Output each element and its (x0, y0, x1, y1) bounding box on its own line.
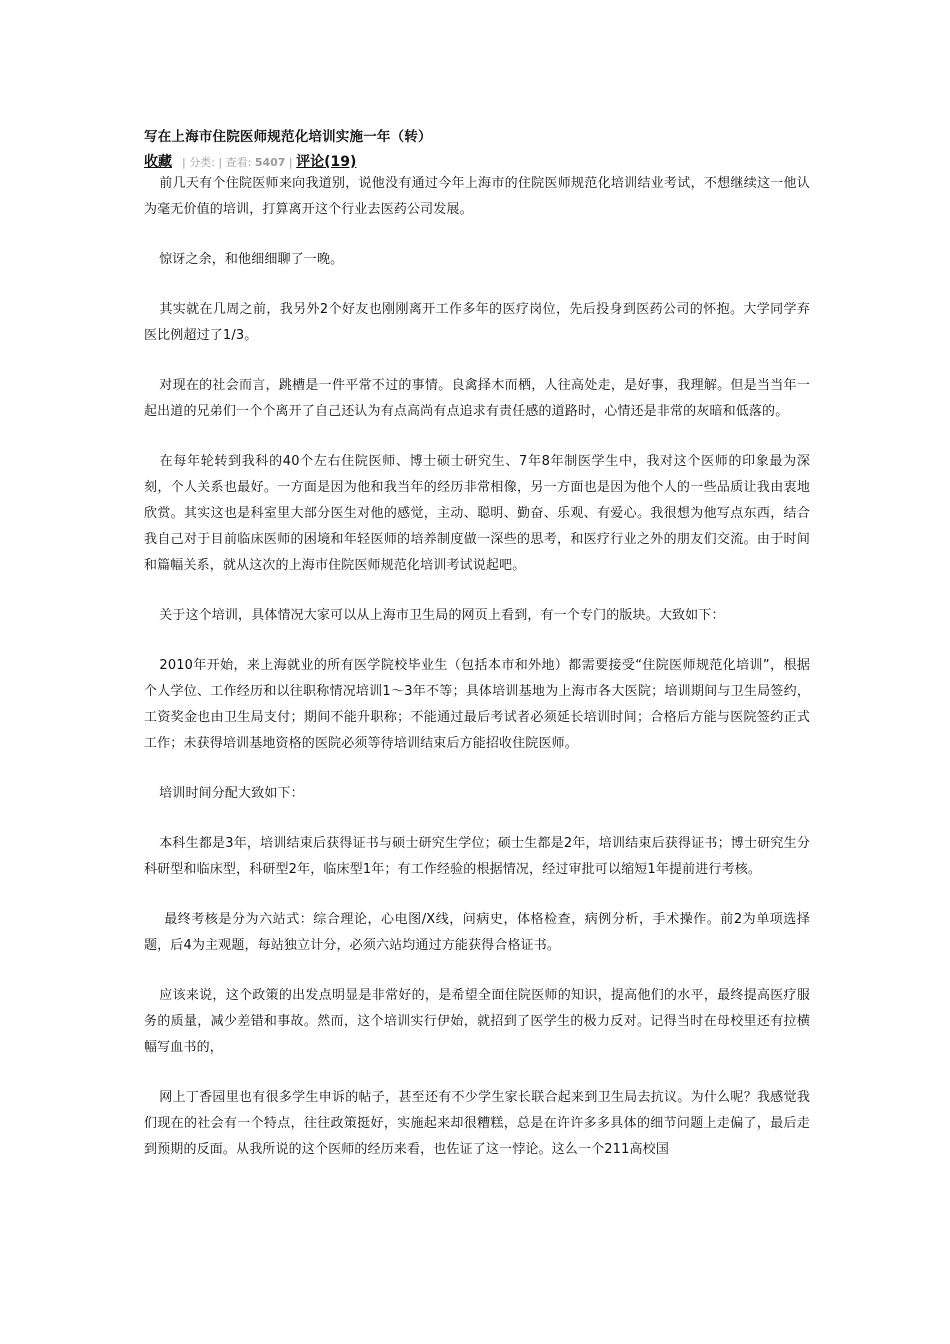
paragraph: 培训时间分配大致如下： (146, 786, 304, 801)
category-views-label: | 分类: | 查看: (182, 156, 255, 169)
paragraph: 本科生都是3年，培训结束后获得证书与硕士研究生学位；硕士生都是2年，培训结束后获得证书；博士研究生分科研型和临床型，科研型2年，临床型1年；有工作经验的根据情况，经过审批可以缩短1年提前进行考核。 (144, 836, 810, 877)
article-meta (144, 151, 810, 171)
paragraph: 2010年开始，来上海就业的所有医学院校毕业生（包括本市和外地）都需要接受“住院医师规范化培训”，根据个人学位、工作经历和以往职称情况培训1～3年不等；具体培训基地为上海市各大医院；培训期间与卫生局签约，工资奖金也由卫生局支付；期间不能升职称；不能通过最后考试者必须延长培训时间；合格后方能与医院签约正式工作；未获得培训基地资格的医院必须等待培训结束后方能招收住院医师。 (144, 658, 810, 751)
article-container (144, 127, 810, 1187)
article-body (144, 171, 810, 1163)
favorite-link[interactable]: 收藏 (144, 154, 172, 170)
paragraph: 网上丁香园里也有很多学生申诉的帖子，甚至还有不少学生家长联合起来到卫生局去抗议。为什么呢？我感觉我们现在的社会有一个特点，往往政策挺好，实施起来却很糟糕，总是在许许多多具体的细节问题上走偏了，最后走到预期的反面。从我所说的这个医师的经历来看，也佐证了这一悖论。这么一个211高校国 (144, 1090, 810, 1157)
article-title: 写在上海市住院医师规范化培训实施一年（转） (144, 129, 432, 145)
meta-separator: | (285, 156, 297, 169)
paragraph: 应该来说，这个政策的出发点明显是非常好的，是希望全面住院医师的知识，提高他们的水平，最终提高医疗服务的质量，减少差错和事故。然而，这个培训实行伊始，就招到了医学生的极力反对。记得当时在母校里还有拉横幅写血书的， (144, 988, 810, 1055)
meta-info (182, 156, 296, 169)
paragraph: 最终考核是分为六站式：综合理论，心电图/X线，问病史，体格检查，病例分析，手术操作。前2为单项选择题，后4为主观题，每站独立计分，必须六站均通过方能获得合格证书。 (144, 912, 810, 953)
paragraph: 对现在的社会而言，跳槽是一件平常不过的事情。良禽择木而栖，人往高处走，是好事，我理解。但是当当年一起出道的兄弟们一个个离开了自己还认为有点高尚有点追求有责任感的道路时，心情还是非常的灰暗和低落的。 (144, 378, 810, 419)
paragraph: 其实就在几周之前，我另外2个好友也刚刚离开工作多年的医疗岗位，先后投身到医药公司的怀抱。大学同学弃医比例超过了1/3。 (144, 302, 810, 343)
paragraph: 惊讶之余，和他细细聊了一晚。 (146, 252, 344, 267)
paragraph: 前几天有个住院医师来向我道别，说他没有通过今年上海市的住院医师规范化培训结业考试，不想继续这一他认为毫无价值的培训，打算离开这个行业去医药公司发展。 (144, 176, 810, 217)
paragraph: 关于这个培训，具体情况大家可以从上海市卫生局的网页上看到，有一个专门的版块。大致如下： (146, 608, 725, 623)
view-count: 5407 (254, 156, 286, 169)
paragraph: 在每年轮转到我科的40个左右住院医师、博士硕士研究生、7年8年制医学生中，我对这个医师的印象最为深刻，个人关系也最好。一方面是因为他和我当年的经历非常相像，另一方面也是因为他个人的一些品质让我由衷地欣赏。其实这也是科室里大部分医生对他的感觉，主动、聪明、勤奋、乐观、有爱心。我很想为他写点东西，结合我自己对于目前临床医师的困境和年轻医师的培养制度做一深些的思考，和医疗行业之外的朋友们交流。由于时间和篇幅关系，就从这次的上海市住院医师规范化培训考试说起吧。 (144, 454, 810, 573)
comments-link[interactable]: 评论(19) (296, 154, 357, 170)
